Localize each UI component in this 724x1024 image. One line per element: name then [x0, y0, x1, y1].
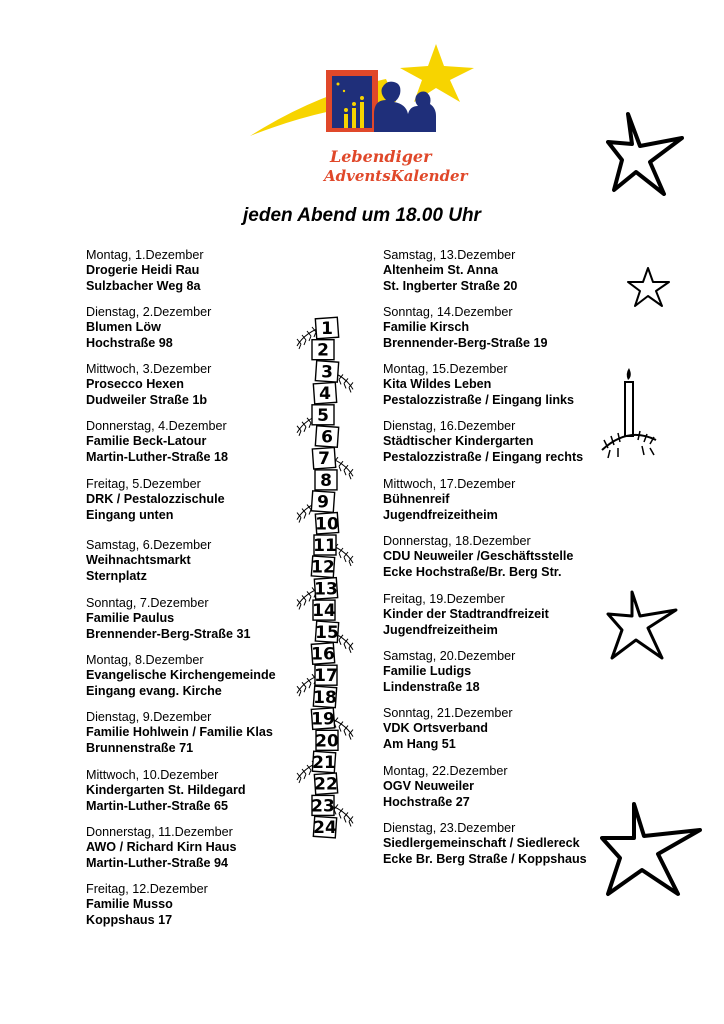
entry-21	[383, 706, 513, 752]
entry-5	[86, 477, 225, 523]
star-small-icon	[626, 266, 672, 308]
number-box-label: 16	[311, 644, 335, 665]
entry-19	[383, 592, 549, 638]
entry-day: Dienstag, 2.Dezember	[86, 305, 212, 319]
number-box-19	[311, 708, 335, 730]
entry-address: Jugendfreizeitheim	[383, 507, 498, 522]
entry-day: Dienstag, 16.Dezember	[383, 419, 516, 433]
entry-host: Kinder der Stadtrandfreizeit	[383, 607, 549, 622]
entry-17	[383, 477, 515, 523]
number-box-label: 18	[313, 687, 337, 708]
number-box-15	[315, 621, 339, 643]
star-medium-icon	[606, 588, 682, 664]
advents-kalender-logo	[246, 44, 478, 194]
number-box-17	[314, 665, 338, 686]
number-box-label: 1	[321, 319, 333, 339]
number-box-18	[313, 686, 337, 708]
entry-host: Familie Hohlwein / Familie Klas	[86, 725, 273, 740]
entry-host: VDK Ortsverband	[383, 721, 488, 736]
entry-host: Prosecco Hexen	[86, 377, 185, 392]
number-box-16	[311, 643, 335, 665]
number-box-label: 7	[318, 449, 330, 470]
entry-address: Martin-Luther-Straße 94	[86, 855, 229, 870]
entry-day: Mittwoch, 3.Dezember	[86, 362, 212, 376]
entry-address: Eingang evang. Kirche	[86, 683, 222, 698]
number-box-12	[311, 556, 335, 578]
entry-11	[86, 825, 236, 871]
number-box-label: 3	[321, 362, 333, 383]
entry-day: Sonntag, 7.Dezember	[86, 596, 209, 610]
number-box-2	[312, 340, 334, 361]
entry-host: OGV Neuweiler	[383, 779, 474, 794]
number-box-11	[313, 535, 337, 556]
entry-day: Freitag, 19.Dezember	[383, 592, 505, 606]
number-box-4	[313, 382, 336, 404]
number-box-label: 11	[313, 536, 337, 556]
number-box-label: 23	[311, 796, 335, 817]
number-box-label: 10	[315, 514, 339, 535]
entry-address: Jugendfreizeitheim	[383, 622, 498, 637]
entry-9	[86, 710, 273, 756]
entry-2	[86, 305, 211, 351]
number-box-22	[314, 773, 338, 795]
entry-address: Ecke Br. Berg Straße / Koppshaus	[383, 851, 587, 866]
entry-host: Evangelische Kirchengemeinde	[86, 668, 276, 683]
number-box-label: 5	[317, 405, 329, 426]
entry-host: Familie Paulus	[86, 611, 175, 626]
entry-host: DRK / Pestalozzischule	[86, 492, 225, 507]
logo-line-1: Lebendiger	[330, 147, 432, 166]
number-box-label: 12	[311, 557, 335, 578]
number-box-6	[315, 426, 338, 448]
entry-address: Sternplatz	[86, 568, 147, 583]
entry-16	[383, 419, 583, 465]
entry-3	[86, 362, 211, 408]
number-box-label: 2	[317, 340, 329, 361]
number-boxes	[311, 317, 339, 838]
number-box-23	[311, 795, 335, 816]
number-box-label: 24	[313, 818, 337, 839]
entry-day: Freitag, 5.Dezember	[86, 477, 201, 491]
entry-day: Dienstag, 9.Dezember	[86, 710, 212, 724]
entry-day: Samstag, 20.Dezember	[383, 649, 516, 663]
advent-number-garland	[290, 312, 360, 858]
number-box-8	[315, 470, 337, 491]
entry-address: Lindenstraße 18	[383, 679, 480, 694]
number-box-label: 15	[315, 622, 339, 643]
entry-host: Familie Ludigs	[383, 664, 472, 679]
number-box-9	[311, 491, 334, 513]
entry-address: Pestalozzistraße / Eingang links	[383, 392, 575, 407]
entry-6	[86, 538, 211, 584]
number-box-3	[315, 361, 338, 383]
subtitle: jeden Abend um 18.00 Uhr	[243, 205, 481, 226]
entry-20	[383, 649, 515, 695]
candle-icon	[598, 366, 660, 462]
entry-host: Familie Beck-Latour	[86, 434, 207, 449]
number-box-label: 9	[317, 492, 329, 513]
entry-day: Dienstag, 23.Dezember	[383, 821, 516, 835]
entry-host: Bühnenreif	[383, 492, 450, 507]
number-box-label: 17	[314, 666, 338, 687]
entry-day: Donnerstag, 4.Dezember	[86, 419, 227, 433]
number-box-label: 6	[321, 427, 333, 448]
entry-10	[86, 768, 246, 814]
entry-15	[383, 362, 574, 408]
entry-host: Drogerie Heidi Rau	[86, 263, 200, 278]
entry-address: Hochstraße 98	[86, 335, 173, 350]
entry-day: Montag, 22.Dezember	[383, 764, 508, 778]
entry-address: Pestalozzistraße / Eingang rechts	[383, 449, 584, 464]
entry-address: Martin-Luther-Straße 18	[86, 449, 229, 464]
entry-address: Am Hang 51	[383, 736, 456, 751]
entry-7	[86, 596, 250, 642]
entry-address: Brennender-Berg-Straße 19	[383, 335, 548, 350]
entry-day: Sonntag, 21.Dezember	[383, 706, 513, 720]
number-box-24	[313, 816, 337, 838]
entry-host: AWO / Richard Kirn Haus	[86, 840, 237, 855]
entry-address: St. Ingberter Straße 20	[383, 278, 518, 293]
number-box-10	[315, 513, 339, 535]
number-box-label: 8	[320, 470, 332, 491]
entry-day: Mittwoch, 17.Dezember	[383, 477, 516, 491]
entry-12	[86, 882, 208, 928]
number-box-21	[312, 751, 336, 773]
entry-address: Dudweiler Straße 1b	[86, 392, 208, 407]
entry-1	[86, 248, 204, 294]
number-box-label: 14	[312, 601, 336, 622]
entry-14	[383, 305, 547, 351]
entry-host: Städtischer Kindergarten	[383, 434, 534, 449]
number-box-7	[312, 447, 335, 469]
entry-day: Mittwoch, 10.Dezember	[86, 768, 219, 782]
entry-address: Hochstraße 27	[383, 794, 470, 809]
entry-day: Freitag, 12.Dezember	[86, 882, 208, 896]
number-box-label: 13	[314, 579, 338, 600]
number-box-label: 4	[319, 384, 331, 405]
number-box-13	[314, 578, 338, 600]
entry-4	[86, 419, 228, 465]
entry-day: Samstag, 13.Dezember	[383, 248, 516, 262]
entry-host: CDU Neuweiler /Geschäftsstelle	[383, 549, 574, 564]
number-box-label: 21	[312, 753, 336, 773]
number-box-20	[315, 730, 339, 751]
number-box-1	[315, 317, 338, 339]
entry-day: Donnerstag, 11.Dezember	[86, 825, 233, 839]
entry-13	[383, 248, 517, 294]
entry-22	[383, 764, 508, 810]
entry-address: Brunnenstraße 71	[86, 740, 194, 755]
number-box-label: 20	[315, 731, 339, 752]
shooting-star	[400, 44, 474, 102]
entry-host: Blumen Löw	[86, 320, 161, 335]
entry-host: Familie Kirsch	[383, 320, 470, 335]
entry-address: Koppshaus 17	[86, 912, 173, 927]
entry-8	[86, 653, 276, 699]
entry-host: Altenheim St. Anna	[383, 263, 498, 278]
number-box-label: 22	[314, 774, 338, 795]
number-box-14	[312, 600, 336, 621]
number-box-5	[312, 405, 334, 426]
entry-address: Martin-Luther-Straße 65	[86, 798, 229, 813]
entry-day: Samstag, 6.Dezember	[86, 538, 212, 552]
entry-18	[383, 534, 573, 580]
entry-23	[383, 821, 587, 867]
entry-day: Montag, 1.Dezember	[86, 248, 204, 262]
entry-address: Ecke Hochstraße/Br. Berg Str.	[383, 564, 562, 579]
number-box-label: 19	[311, 709, 335, 730]
entry-address: Eingang unten	[86, 507, 174, 522]
entry-day: Sonntag, 14.Dezember	[383, 305, 513, 319]
star-large-icon	[606, 108, 688, 200]
entry-host: Kindergarten St. Hildegard	[86, 783, 246, 798]
entry-address: Brennender-Berg-Straße 31	[86, 626, 251, 641]
logo-line-2: AdventsKalender	[324, 167, 468, 185]
entry-host: Familie Musso	[86, 897, 173, 912]
star-bottom-icon	[600, 800, 706, 898]
entry-address: Sulzbacher Weg 8a	[86, 278, 201, 293]
entry-host: Siedlergemeinschaft / Siedlereck	[383, 836, 580, 851]
entry-day: Montag, 8.Dezember	[86, 653, 204, 667]
entry-host: Weihnachtsmarkt	[86, 553, 191, 568]
entry-day: Donnerstag, 18.Dezember	[383, 534, 531, 548]
entry-host: Kita Wildes Leben	[383, 377, 492, 392]
entry-day: Montag, 15.Dezember	[383, 362, 508, 376]
